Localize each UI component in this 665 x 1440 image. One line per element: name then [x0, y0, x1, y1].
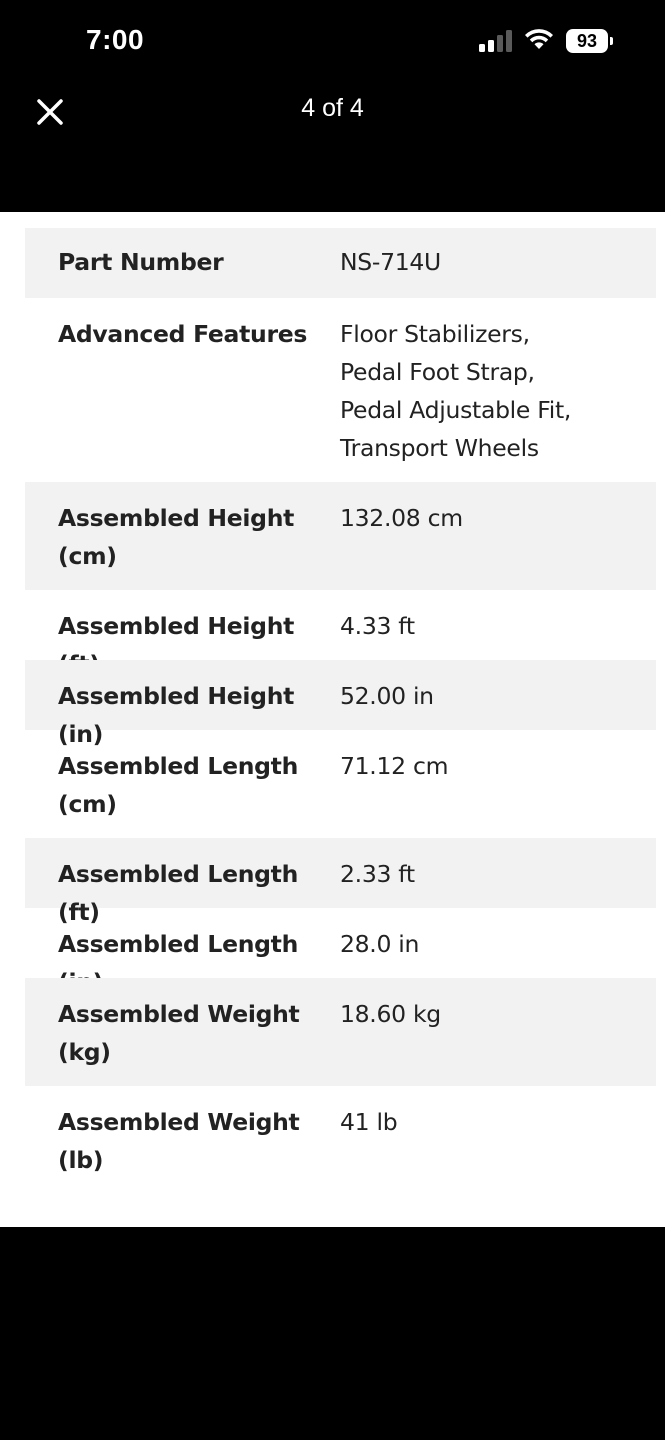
spec-value: 18.60 kg — [340, 1000, 441, 1028]
battery-level: 93 — [566, 29, 608, 53]
spec-label: Assembled Length (ft) — [58, 860, 299, 926]
spec-label: Assembled Length — [58, 930, 299, 958]
wifi-icon — [524, 27, 554, 51]
spec-value: 41 lb — [340, 1108, 398, 1136]
spec-value: 2.33 ft — [340, 860, 415, 888]
spec-value: Floor Stabilizers, Pedal Foot Strap, Pedal Adjustable Fit, Transport Wheels — [340, 320, 572, 462]
spec-row — [25, 1086, 656, 1194]
spec-row — [25, 298, 656, 482]
battery-icon — [566, 29, 616, 53]
spec-label: Assembled Height (in) — [58, 682, 295, 748]
spec-value: NS-714U — [340, 248, 441, 276]
spec-value: 71.12 cm — [340, 752, 449, 780]
status-bar — [0, 0, 665, 80]
status-time: 7:00 — [86, 24, 145, 55]
spec-row — [25, 590, 656, 660]
spec-label: Assembled Height (cm) — [58, 504, 295, 570]
spec-row — [25, 978, 656, 1086]
spec-label: Assembled Length (cm) — [58, 752, 299, 818]
viewer-header — [0, 80, 665, 212]
battery-nub — [610, 37, 613, 45]
spec-row — [25, 660, 656, 748]
spec-row — [25, 482, 656, 590]
spec-row — [25, 838, 656, 926]
page-counter: 4 of 4 — [301, 94, 364, 122]
spec-row — [25, 730, 656, 838]
spec-label: Assembled Height — [58, 612, 295, 640]
spec-value: 52.00 in — [340, 682, 434, 710]
signal-icon — [479, 30, 515, 52]
spec-label: Part Number — [58, 248, 224, 276]
spec-value: 4.33 ft — [340, 612, 415, 640]
spec-table — [25, 228, 656, 1194]
spec-label: Assembled Weight (lb) — [58, 1108, 300, 1174]
spec-image — [0, 212, 665, 1227]
spec-row — [25, 908, 656, 978]
spec-value: 28.0 in — [340, 930, 420, 958]
spec-row — [25, 228, 656, 298]
spec-label: Assembled Weight (kg) — [58, 1000, 300, 1066]
spec-value: 132.08 cm — [340, 504, 463, 532]
spec-label: Advanced Features — [58, 320, 308, 348]
